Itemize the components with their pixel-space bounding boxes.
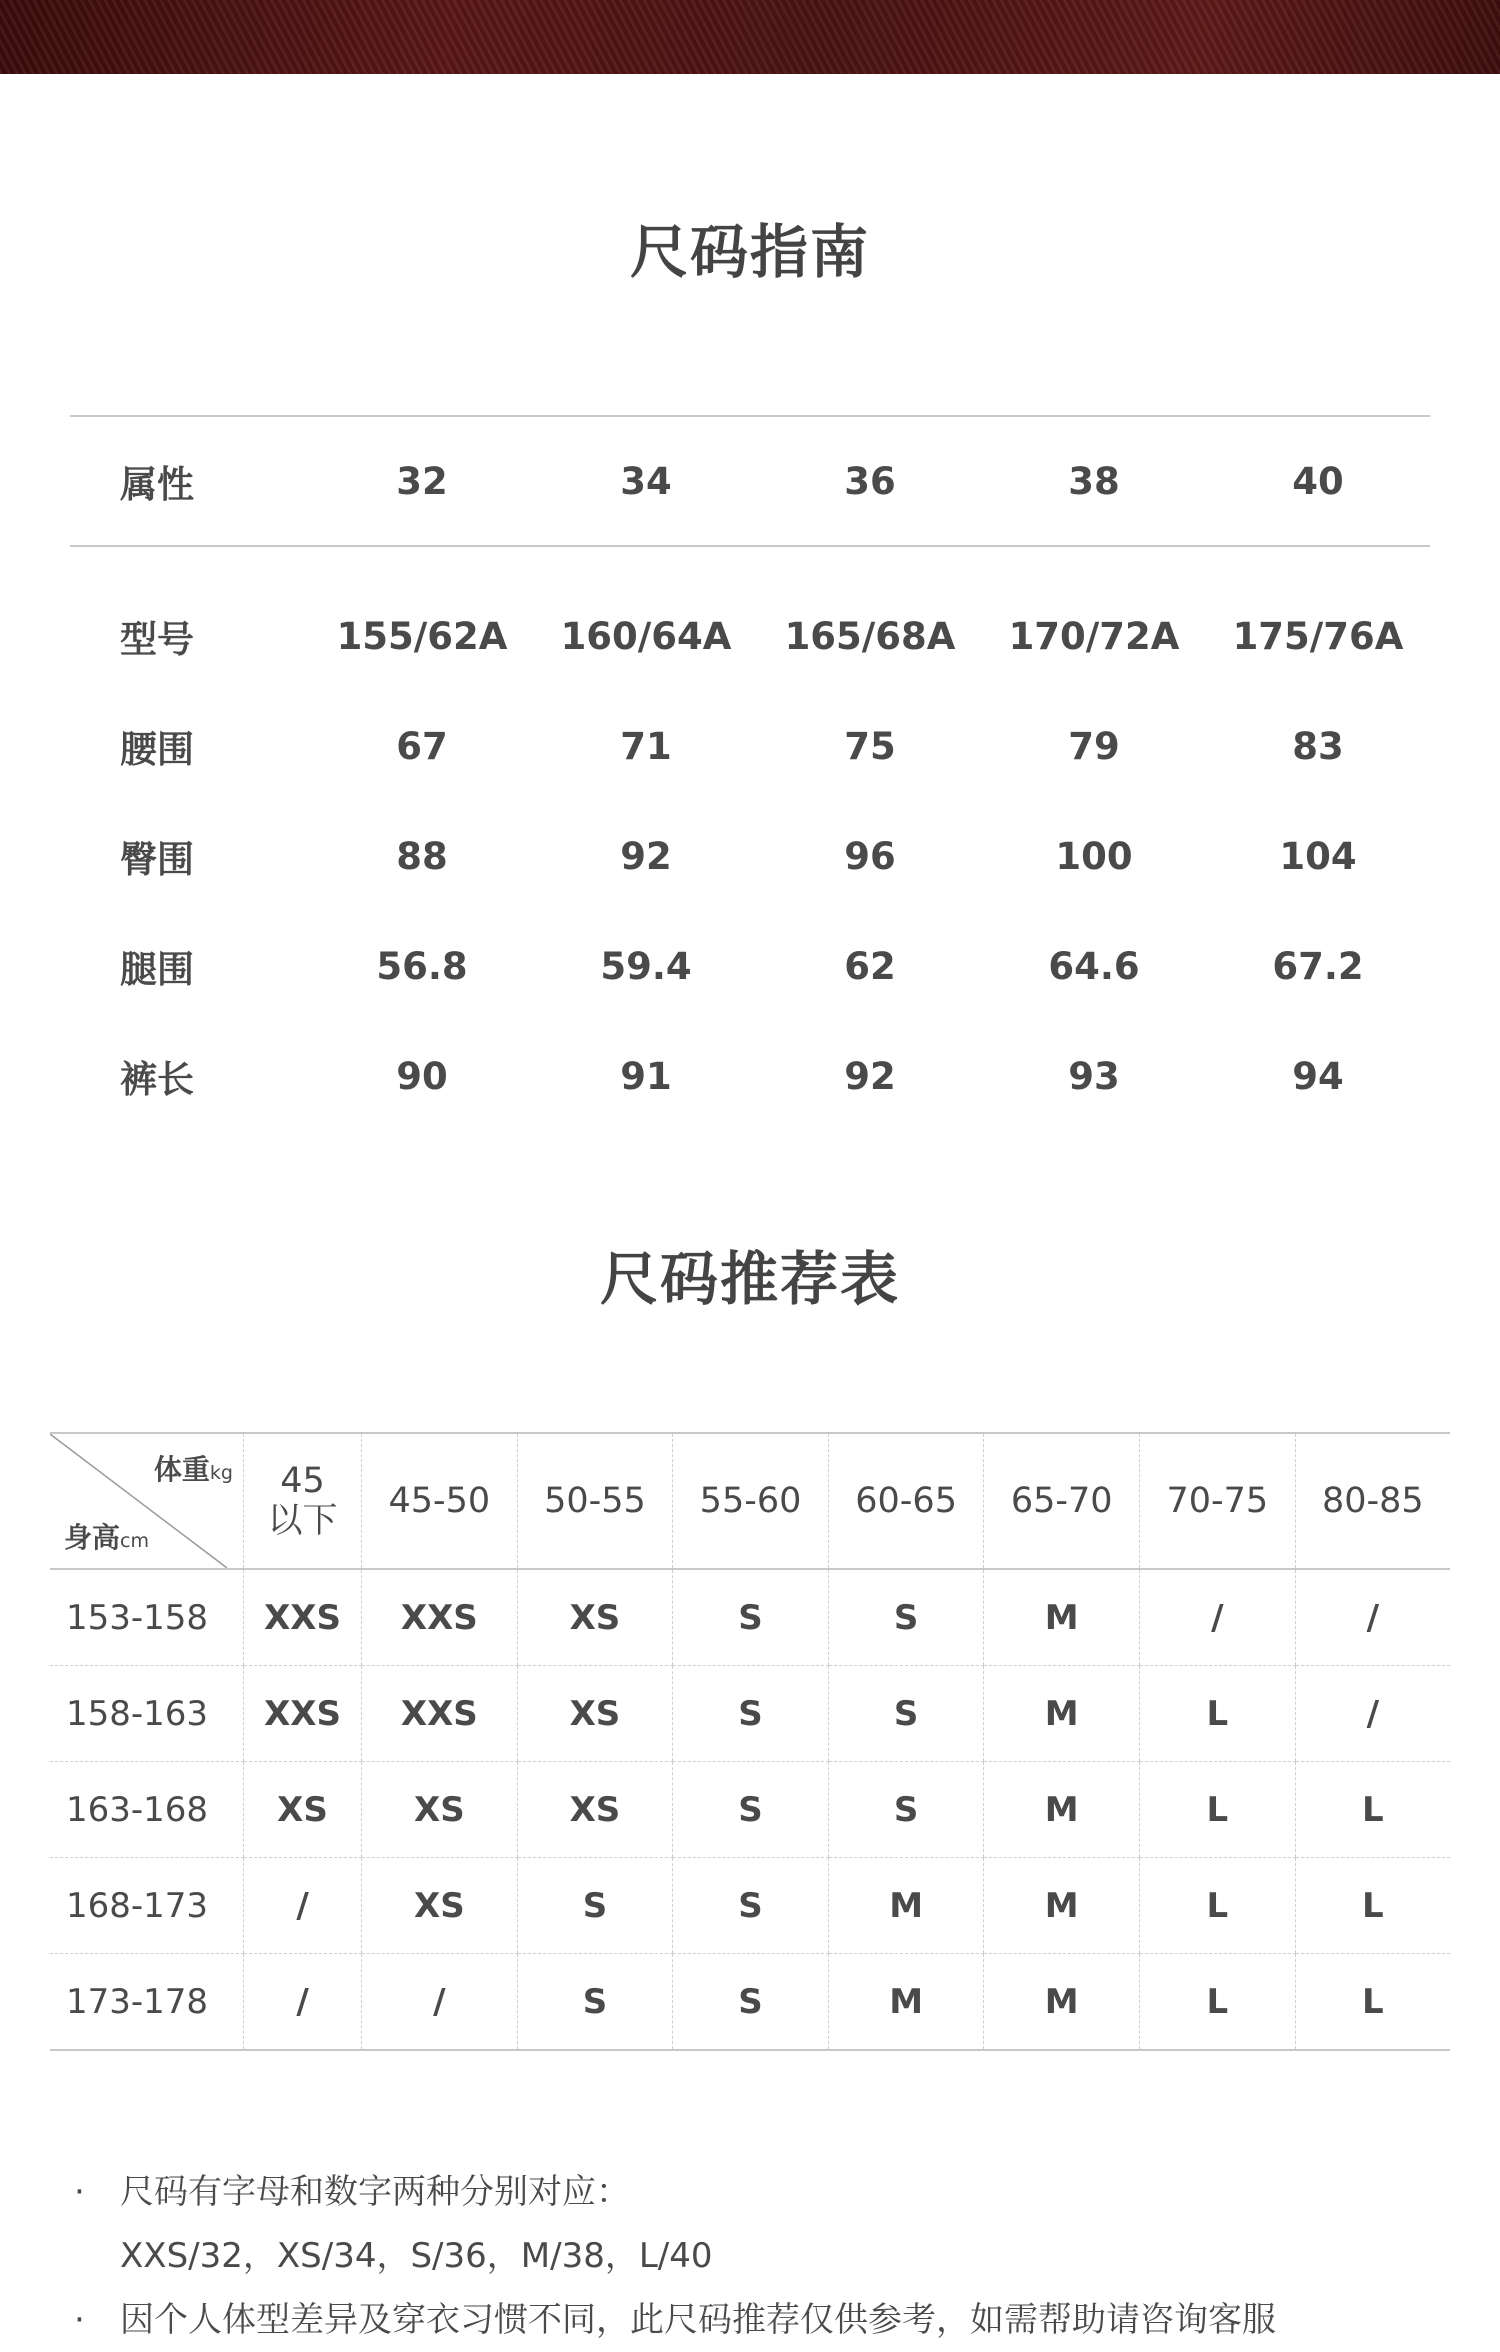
table-row xyxy=(50,1569,1450,1666)
size-cell: XS xyxy=(362,1858,518,1954)
size-recommend-table xyxy=(50,1432,1450,2051)
height-label: 身高 xyxy=(64,1521,121,1554)
cell: 104 xyxy=(1279,834,1357,878)
header-size-36: 36 xyxy=(758,416,982,546)
cell: 62 xyxy=(844,944,896,988)
weight-col-header xyxy=(244,1433,362,1569)
height-range: 163-168 xyxy=(50,1762,244,1858)
table-row xyxy=(70,911,1430,1021)
size-cell: / xyxy=(1295,1569,1450,1666)
cell: 170/72A xyxy=(1008,614,1180,658)
cell: 88 xyxy=(396,834,448,878)
cell: 160/64A xyxy=(560,614,732,658)
cell: 165/68A xyxy=(784,614,956,658)
size-cell: XS xyxy=(244,1762,362,1858)
weight-header-row xyxy=(50,1433,1450,1569)
size-cell: XXS xyxy=(362,1666,518,1762)
cell: 79 xyxy=(1068,724,1120,768)
size-cell: XXS xyxy=(244,1569,362,1666)
cell: 96 xyxy=(844,834,896,878)
table-row xyxy=(50,1762,1450,1858)
size-cell: XS xyxy=(362,1762,518,1858)
size-cell: XS xyxy=(517,1762,673,1858)
row-label: 臀围 xyxy=(120,838,194,881)
height-range: 168-173 xyxy=(50,1858,244,1954)
size-cell: L xyxy=(1140,1954,1296,2051)
size-cell: / xyxy=(244,1954,362,2051)
size-guide-title: 尺码指南 xyxy=(629,218,870,286)
size-cell: S xyxy=(517,1954,673,2051)
bullet-icon: · xyxy=(74,2300,85,2340)
size-cell: L xyxy=(1295,1858,1450,1954)
weight-col-line2: 以下 xyxy=(267,1501,338,1541)
size-cell: M xyxy=(984,1954,1140,2051)
size-cell: S xyxy=(673,1954,829,2051)
size-cell: / xyxy=(244,1858,362,1954)
row-label: 腿围 xyxy=(120,948,194,991)
cell: 67.2 xyxy=(1272,944,1364,988)
note-text: 因个人体型差异及穿衣习惯不同，此尺码推荐仅供参考，如需帮助请咨询客服 xyxy=(120,2300,1276,2340)
size-cell: L xyxy=(1140,1858,1296,1954)
cell: 75 xyxy=(844,724,896,768)
cell: 71 xyxy=(620,724,672,768)
size-cell: XS xyxy=(517,1569,673,1666)
size-cell: M xyxy=(984,1762,1140,1858)
size-cell: M xyxy=(984,1666,1140,1762)
size-cell: S xyxy=(673,1666,829,1762)
table-row xyxy=(50,1858,1450,1954)
cell: 100 xyxy=(1055,834,1133,878)
size-cell: S xyxy=(828,1569,984,1666)
height-range: 153-158 xyxy=(50,1569,244,1666)
table-row xyxy=(50,1954,1450,2051)
size-cell: M xyxy=(828,1954,984,2051)
size-cell: XXS xyxy=(244,1666,362,1762)
size-guide-header-row xyxy=(70,416,1430,546)
size-cell: S xyxy=(828,1762,984,1858)
size-cell: M xyxy=(984,1569,1140,1666)
size-guide-table xyxy=(70,415,1430,1131)
weight-col-header: 80-85 xyxy=(1295,1433,1450,1569)
cell: 91 xyxy=(620,1054,672,1098)
weight-col-header: 50-55 xyxy=(517,1433,673,1569)
cell: 56.8 xyxy=(376,944,468,988)
table-row xyxy=(50,1666,1450,1762)
size-cell: L xyxy=(1140,1762,1296,1858)
row-label: 裤长 xyxy=(120,1058,194,1101)
weight-col-header: 45-50 xyxy=(362,1433,518,1569)
cell: 67 xyxy=(396,724,448,768)
size-cell: M xyxy=(828,1858,984,1954)
height-unit: cm xyxy=(120,1530,149,1552)
weight-label: 体重 xyxy=(153,1453,210,1486)
corner-header xyxy=(50,1433,244,1569)
weight-col-header: 65-70 xyxy=(984,1433,1140,1569)
cell: 90 xyxy=(396,1054,448,1098)
size-cell: S xyxy=(673,1569,829,1666)
cell: 175/76A xyxy=(1232,614,1404,658)
size-cell: S xyxy=(828,1666,984,1762)
weight-col-header: 60-65 xyxy=(828,1433,984,1569)
cell: 92 xyxy=(620,834,672,878)
note-disclaimer xyxy=(74,2288,1454,2352)
size-cell: S xyxy=(673,1762,829,1858)
size-cell: / xyxy=(1295,1666,1450,1762)
table-row xyxy=(70,1021,1430,1131)
weight-axis-label xyxy=(154,1448,233,1488)
weight-unit: kg xyxy=(209,1462,233,1484)
cell: 83 xyxy=(1292,724,1344,768)
table-row xyxy=(70,691,1430,801)
size-cell: / xyxy=(1140,1569,1296,1666)
header-size-34: 34 xyxy=(534,416,758,546)
note-text: 尺码有字母和数字两种分别对应： xyxy=(120,2172,630,2212)
cell: 59.4 xyxy=(600,944,692,988)
note-text-mapping: XXS/32，XS/34，S/36，M/38，L/40 xyxy=(120,2236,713,2276)
header-size-32: 32 xyxy=(310,416,534,546)
table-row xyxy=(70,801,1430,911)
cell: 64.6 xyxy=(1048,944,1140,988)
product-banner-strip xyxy=(0,0,1500,74)
note-size-mapping xyxy=(74,2160,1454,2288)
table-row xyxy=(70,546,1430,691)
size-cell: XS xyxy=(517,1666,673,1762)
header-size-38: 38 xyxy=(982,416,1206,546)
header-attribute: 属性 xyxy=(70,416,310,546)
height-axis-label xyxy=(64,1516,149,1556)
size-cell: L xyxy=(1140,1666,1296,1762)
size-recommend-title: 尺码推荐表 xyxy=(599,1245,900,1313)
row-label: 腰围 xyxy=(120,728,194,771)
size-notes xyxy=(74,2160,1454,2352)
weight-col-header: 55-60 xyxy=(673,1433,829,1569)
cell: 92 xyxy=(844,1054,896,1098)
size-cell: L xyxy=(1295,1762,1450,1858)
height-range: 158-163 xyxy=(50,1666,244,1762)
size-cell: M xyxy=(984,1858,1140,1954)
weight-col-line1: 45 xyxy=(280,1461,325,1501)
header-size-40: 40 xyxy=(1206,416,1430,546)
size-cell: S xyxy=(673,1858,829,1954)
size-cell: S xyxy=(517,1858,673,1954)
size-cell: XXS xyxy=(362,1569,518,1666)
weight-col-header: 70-75 xyxy=(1140,1433,1296,1569)
size-cell: / xyxy=(362,1954,518,2051)
height-range: 173-178 xyxy=(50,1954,244,2051)
cell: 93 xyxy=(1068,1054,1120,1098)
cell: 94 xyxy=(1292,1054,1344,1098)
row-label: 型号 xyxy=(120,618,194,661)
bullet-icon: · xyxy=(74,2172,85,2212)
size-cell: L xyxy=(1295,1954,1450,2051)
cell: 155/62A xyxy=(336,614,508,658)
